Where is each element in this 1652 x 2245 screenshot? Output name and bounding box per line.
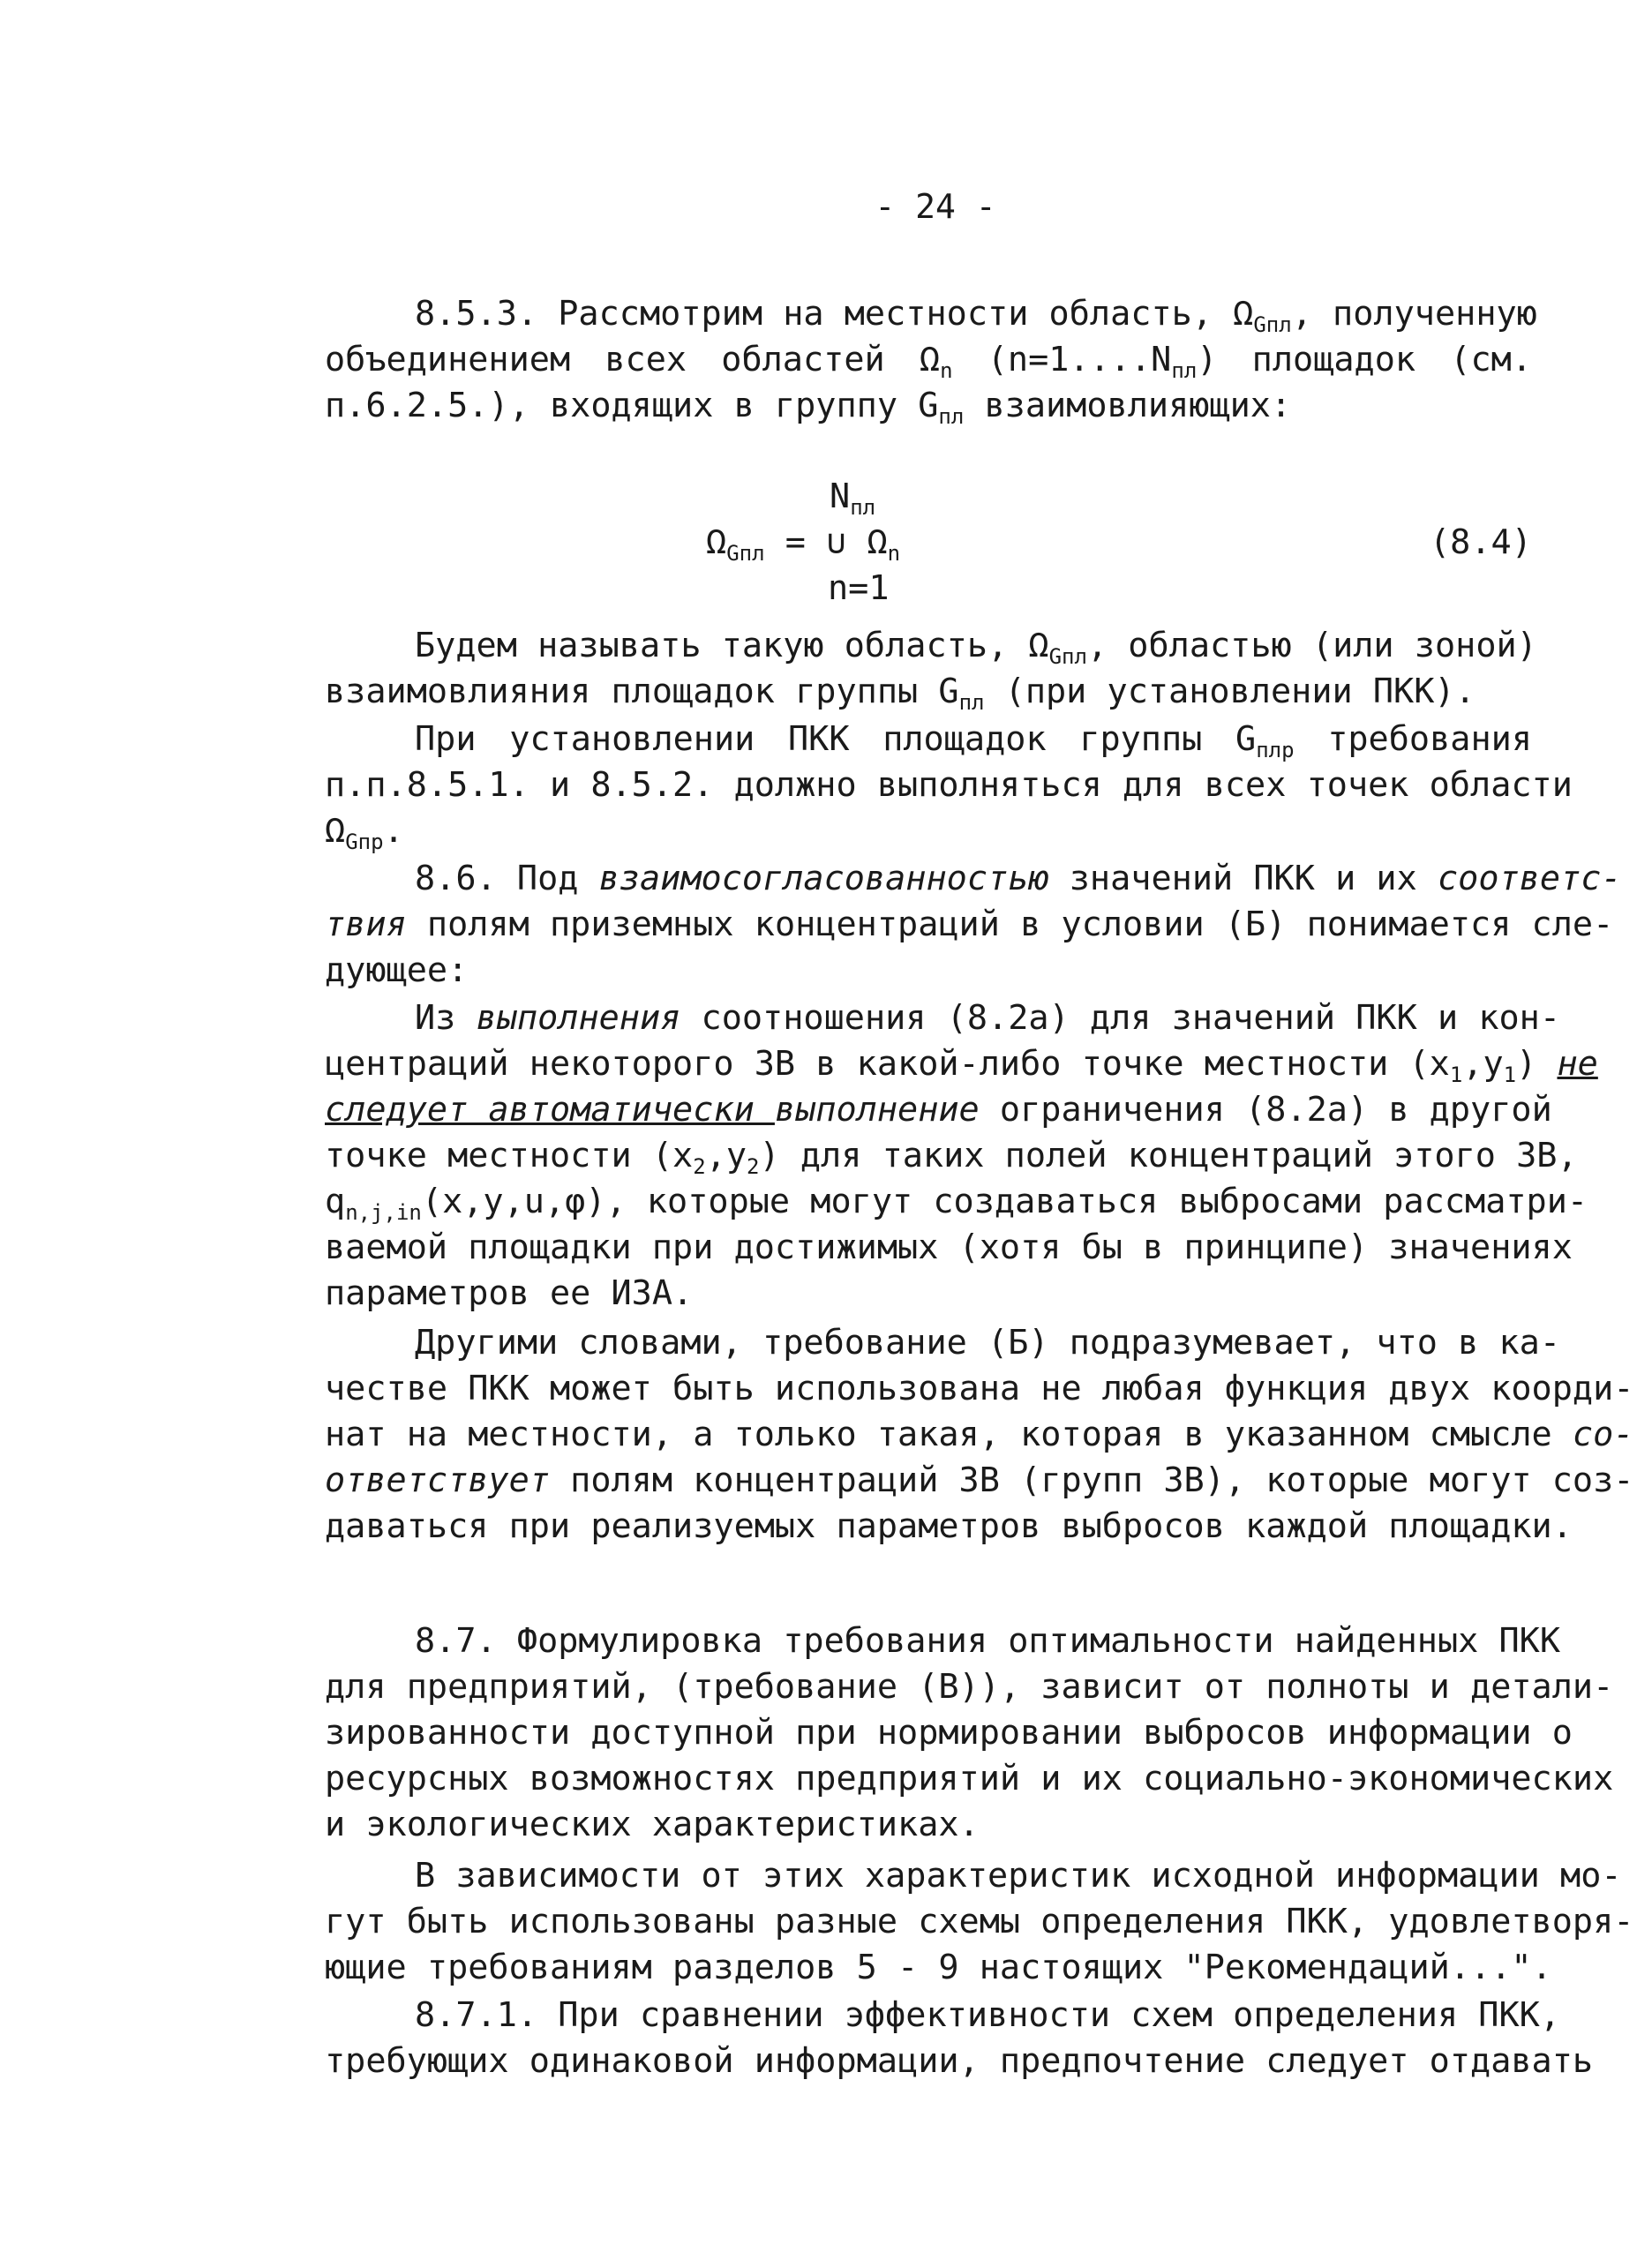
text-line: центраций некоторого ЗВ в какой-либо точке местности $(x_1,y_1)$ не xyxy=(325,1044,1598,1087)
text-line: дующее: xyxy=(325,950,469,990)
text-line: объединением всех областей $\Omega_n$ $(n=1....N_{пл})$ площадок (см. xyxy=(325,340,1533,383)
text-line: 8.6. Под взаимосогласованностью значений ПКК и их соответс- xyxy=(415,859,1622,898)
text-line: нат на местности, а только такая, которая в указанном смысле со- xyxy=(325,1415,1634,1454)
text-line: ющие требованиям разделов 5 - 9 настоящих "Рекомендаций...". xyxy=(325,1948,1552,1987)
equation-number: (8.4) xyxy=(1430,522,1532,562)
text-line: и экологических характеристиках. xyxy=(325,1805,980,1844)
text-line: Другими словами, требование (Б) подразумевает, что в ка- xyxy=(415,1323,1561,1363)
text-line: Из выполнения соотношения (8.2а) для значений ПКК и кон- xyxy=(415,998,1561,1038)
page-number: - 24 - xyxy=(875,187,996,226)
text-line: $q_{n,j,in}(x,y,u,\varphi)$, которые могут создаваться выбросами рассматри- xyxy=(325,1182,1588,1225)
text-line: При установлении ПКК площадок группы $G_{плр}$ требования xyxy=(415,719,1532,762)
text-line: параметров ее ИЗА. xyxy=(325,1273,694,1313)
text-line: зированности доступной при нормировании выбросов информации о xyxy=(325,1713,1573,1753)
text-line: для предприятий, (требование (В)), зависит от полноты и детали- xyxy=(325,1667,1614,1707)
text-line: ответствует полям концентраций ЗВ (групп ЗВ), которые могут соз- xyxy=(325,1460,1634,1500)
text-line: гут быть использованы разные схемы определения ПКК, удовлетворя- xyxy=(325,1902,1634,1941)
text-line: даваться при реализуемых параметров выбросов каждой площадки. xyxy=(325,1506,1573,1546)
text-line: Будем называть такую область, $\Omega_{Gпл}$, областью (или зоной) xyxy=(415,626,1537,669)
text-line: требующих одинаковой информации, предпочтение следует отдавать xyxy=(325,2041,1594,2081)
document-page: - 24 - 8.5.3. Рассмотрим на местности область, $\Omega_{Gпл}$, полученную объединением всех областей $\Omega_n$ $(n=1....N_{пл})$ площадок (см. п.6.2.5.), входящих в группу $G_{пл}$ взаимовлияющих: $N_{пл}$ $\Omega_{Gпл}$ = ∪ $\Omega_n$ n=1 (8.4) Будем называть такую область, $\Omega_{Gпл}$, областью (или зоной) взаимовлияния площадок группы $G_{пл}$ (при установлении ПКК). При установлении ПКК площадок группы $G_{плр}$ требования п.п.8.5.1. и 8.5.2. должно выполняться для всех точек области $\Omega_{Gпр}$. 8.6. Под взаимосогласованностью значений ПКК и их соответс- твия полям приземных концентраций в условии (Б) понимается сле- дующее: Из выполнения соотношения (8.2а) для значений ПКК и кон- центраций некоторого ЗВ в какой-либо точке местности $(x_1,y_1)$ не следует автоматически выполнение ограничения (8.2а) в другой точке местности $(x_2,y_2)$ для таких полей концентраций этого ЗВ, $q_{n,j,in}(x,y,u,\varphi)$, которые могут создаваться выбросами рассматри- ваемой площадки при достижимых (хотя бы в принципе) значениях параметров ее ИЗА. Другими словами, требование (Б) подразумевает, что в ка- честве ПКК может быть использована не любая функция двух коорди- нат на местности, а только такая, которая в указанном смысле со- ответствует полям концентраций ЗВ (групп ЗВ), которые могут соз- даваться при реализуемых параметров выбросов каждой площадки. 8.7. Формулировка требования оптимальности найденных ПКК для предприятий, (требование (В)), зависит от полноты и детали- зированности доступной при нормировании выбросов информации о ресурсных возможностях предприятий и их социально-экономических и экологических характеристиках. В зависимости от этих характеристик исходной информации мо- гут быть использованы разные схемы определения ПКК, удовлетворя- ющие требованиям разделов 5 - 9 настоящих "Рекомендаций...". 8.7.1. При сравнении эффективности схем определения ПКК, требующих одинаковой информации, предпочтение следует отдавать xyxy=(0,0,1652,2245)
text-line: точке местности $(x_2,y_2)$ для таких полей концентраций этого ЗВ, xyxy=(325,1136,1578,1179)
text-line: В зависимости от этих характеристик исходной информации мо- xyxy=(415,1856,1622,1896)
text-line: ресурсных возможностях предприятий и их социально-экономических xyxy=(325,1759,1614,1798)
text-line: $\Omega_{Gпр}$. xyxy=(325,811,404,854)
text-line: твия полям приземных концентраций в условии (Б) понимается сле- xyxy=(325,905,1614,944)
text-line: п.п.8.5.1. и 8.5.2. должно выполняться для всех точек области xyxy=(325,765,1573,805)
text-line: 8.5.3. Рассмотрим на местности область, $\Omega_{Gпл}$, полученную xyxy=(415,294,1537,337)
text-line: взаимовлияния площадок группы $G_{пл}$ (при установлении ПКК). xyxy=(325,672,1476,715)
text-line: следует автоматически выполнение ограничения (8.2а) в другой xyxy=(325,1090,1552,1130)
text-line: честве ПКК может быть использована не любая функция двух коорди- xyxy=(325,1369,1634,1408)
text-line: ваемой площадки при достижимых (хотя бы в принципе) значениях xyxy=(325,1228,1573,1267)
text-line: п.6.2.5.), входящих в группу $G_{пл}$ взаимовлияющих: xyxy=(325,386,1292,429)
text-line: 8.7. Формулировка требования оптимальности найденных ПКК xyxy=(415,1621,1561,1661)
text-line: 8.7.1. При сравнении эффективности схем определения ПКК, xyxy=(415,1995,1561,2035)
